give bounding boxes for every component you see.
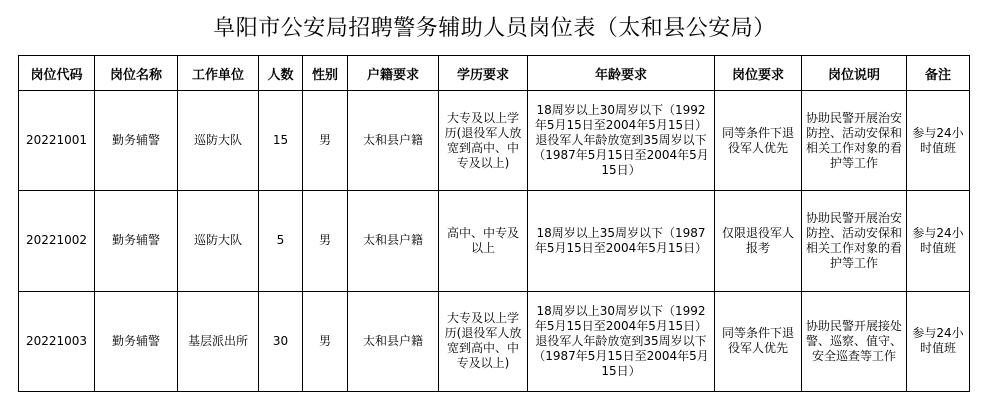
header-count: 人数 [259, 56, 303, 91]
cell-hukou: 太和县户籍 [348, 191, 439, 291]
header-gender: 性别 [303, 56, 348, 91]
cell-age: 18周岁以上30周岁以下（1992年5月15日至2004年5月15日）退役军人年龄放宽到35周岁以下（1987年5月15日至2004年5月15日） [528, 91, 715, 191]
cell-hukou: 太和县户籍 [348, 91, 439, 191]
table-row [19, 191, 970, 291]
cell-education: 大专及以上学历(退役军人放宽到高中、中专及以上) [439, 291, 528, 391]
cell-hukou: 太和县户籍 [348, 291, 439, 391]
cell-description: 协助民警开展接处警、巡察、值守、安全巡查等工作 [802, 291, 907, 391]
cell-gender: 男 [303, 91, 348, 191]
cell-remark: 参与24小时值班 [907, 91, 970, 191]
cell-name: 勤务辅警 [95, 191, 178, 291]
cell-count: 5 [259, 191, 303, 291]
header-education: 学历要求 [439, 56, 528, 91]
table-row [19, 91, 970, 191]
cell-requirement: 仅限退役军人报考 [715, 191, 802, 291]
cell-name: 勤务辅警 [95, 291, 178, 391]
cell-age: 18周岁以上35周岁以下（1987年5月15日至2004年5月15日） [528, 191, 715, 291]
cell-name: 勤务辅警 [95, 91, 178, 191]
header-name: 岗位名称 [95, 56, 178, 91]
cell-gender: 男 [303, 191, 348, 291]
cell-count: 15 [259, 91, 303, 191]
cell-remark: 参与24小时值班 [907, 191, 970, 291]
cell-requirement: 同等条件下退役军人优先 [715, 291, 802, 391]
cell-remark: 参与24小时值班 [907, 291, 970, 391]
cell-description: 协助民警开展治安防控、活动安保和相关工作对象的看护等工作 [802, 191, 907, 291]
cell-requirement: 同等条件下退役军人优先 [715, 91, 802, 191]
cell-education: 大专及以上学历(退役军人放宽到高中、中专及以上) [439, 91, 528, 191]
cell-code: 20221002 [19, 191, 95, 291]
cell-unit: 巡防大队 [178, 91, 259, 191]
page-title: 阜阳市公安局招聘警务辅助人员岗位表（太和县公安局） [213, 16, 776, 41]
cell-code: 20221003 [19, 291, 95, 391]
cell-unit: 基层派出所 [178, 291, 259, 391]
header-hukou: 户籍要求 [348, 56, 439, 91]
header-remark: 备注 [907, 56, 970, 91]
cell-count: 30 [259, 291, 303, 391]
positions-table [18, 55, 970, 392]
header-unit: 工作单位 [178, 56, 259, 91]
header-code: 岗位代码 [19, 56, 95, 91]
cell-description: 协助民警开展治安防控、活动安保和相关工作对象的看护等工作 [802, 91, 907, 191]
table-row [19, 291, 970, 391]
header-description: 岗位说明 [802, 56, 907, 91]
header-row [19, 56, 970, 91]
cell-unit: 巡防大队 [178, 191, 259, 291]
cell-code: 20221001 [19, 91, 95, 191]
cell-gender: 男 [303, 291, 348, 391]
cell-age: 18周岁以上30周岁以下（1992年5月15日至2004年5月15日）退役军人年龄放宽到35周岁以下（1987年5月15日至2004年5月15日） [528, 291, 715, 391]
cell-education: 高中、中专及以上 [439, 191, 528, 291]
header-requirement: 岗位要求 [715, 56, 802, 91]
header-age: 年龄要求 [528, 56, 715, 91]
